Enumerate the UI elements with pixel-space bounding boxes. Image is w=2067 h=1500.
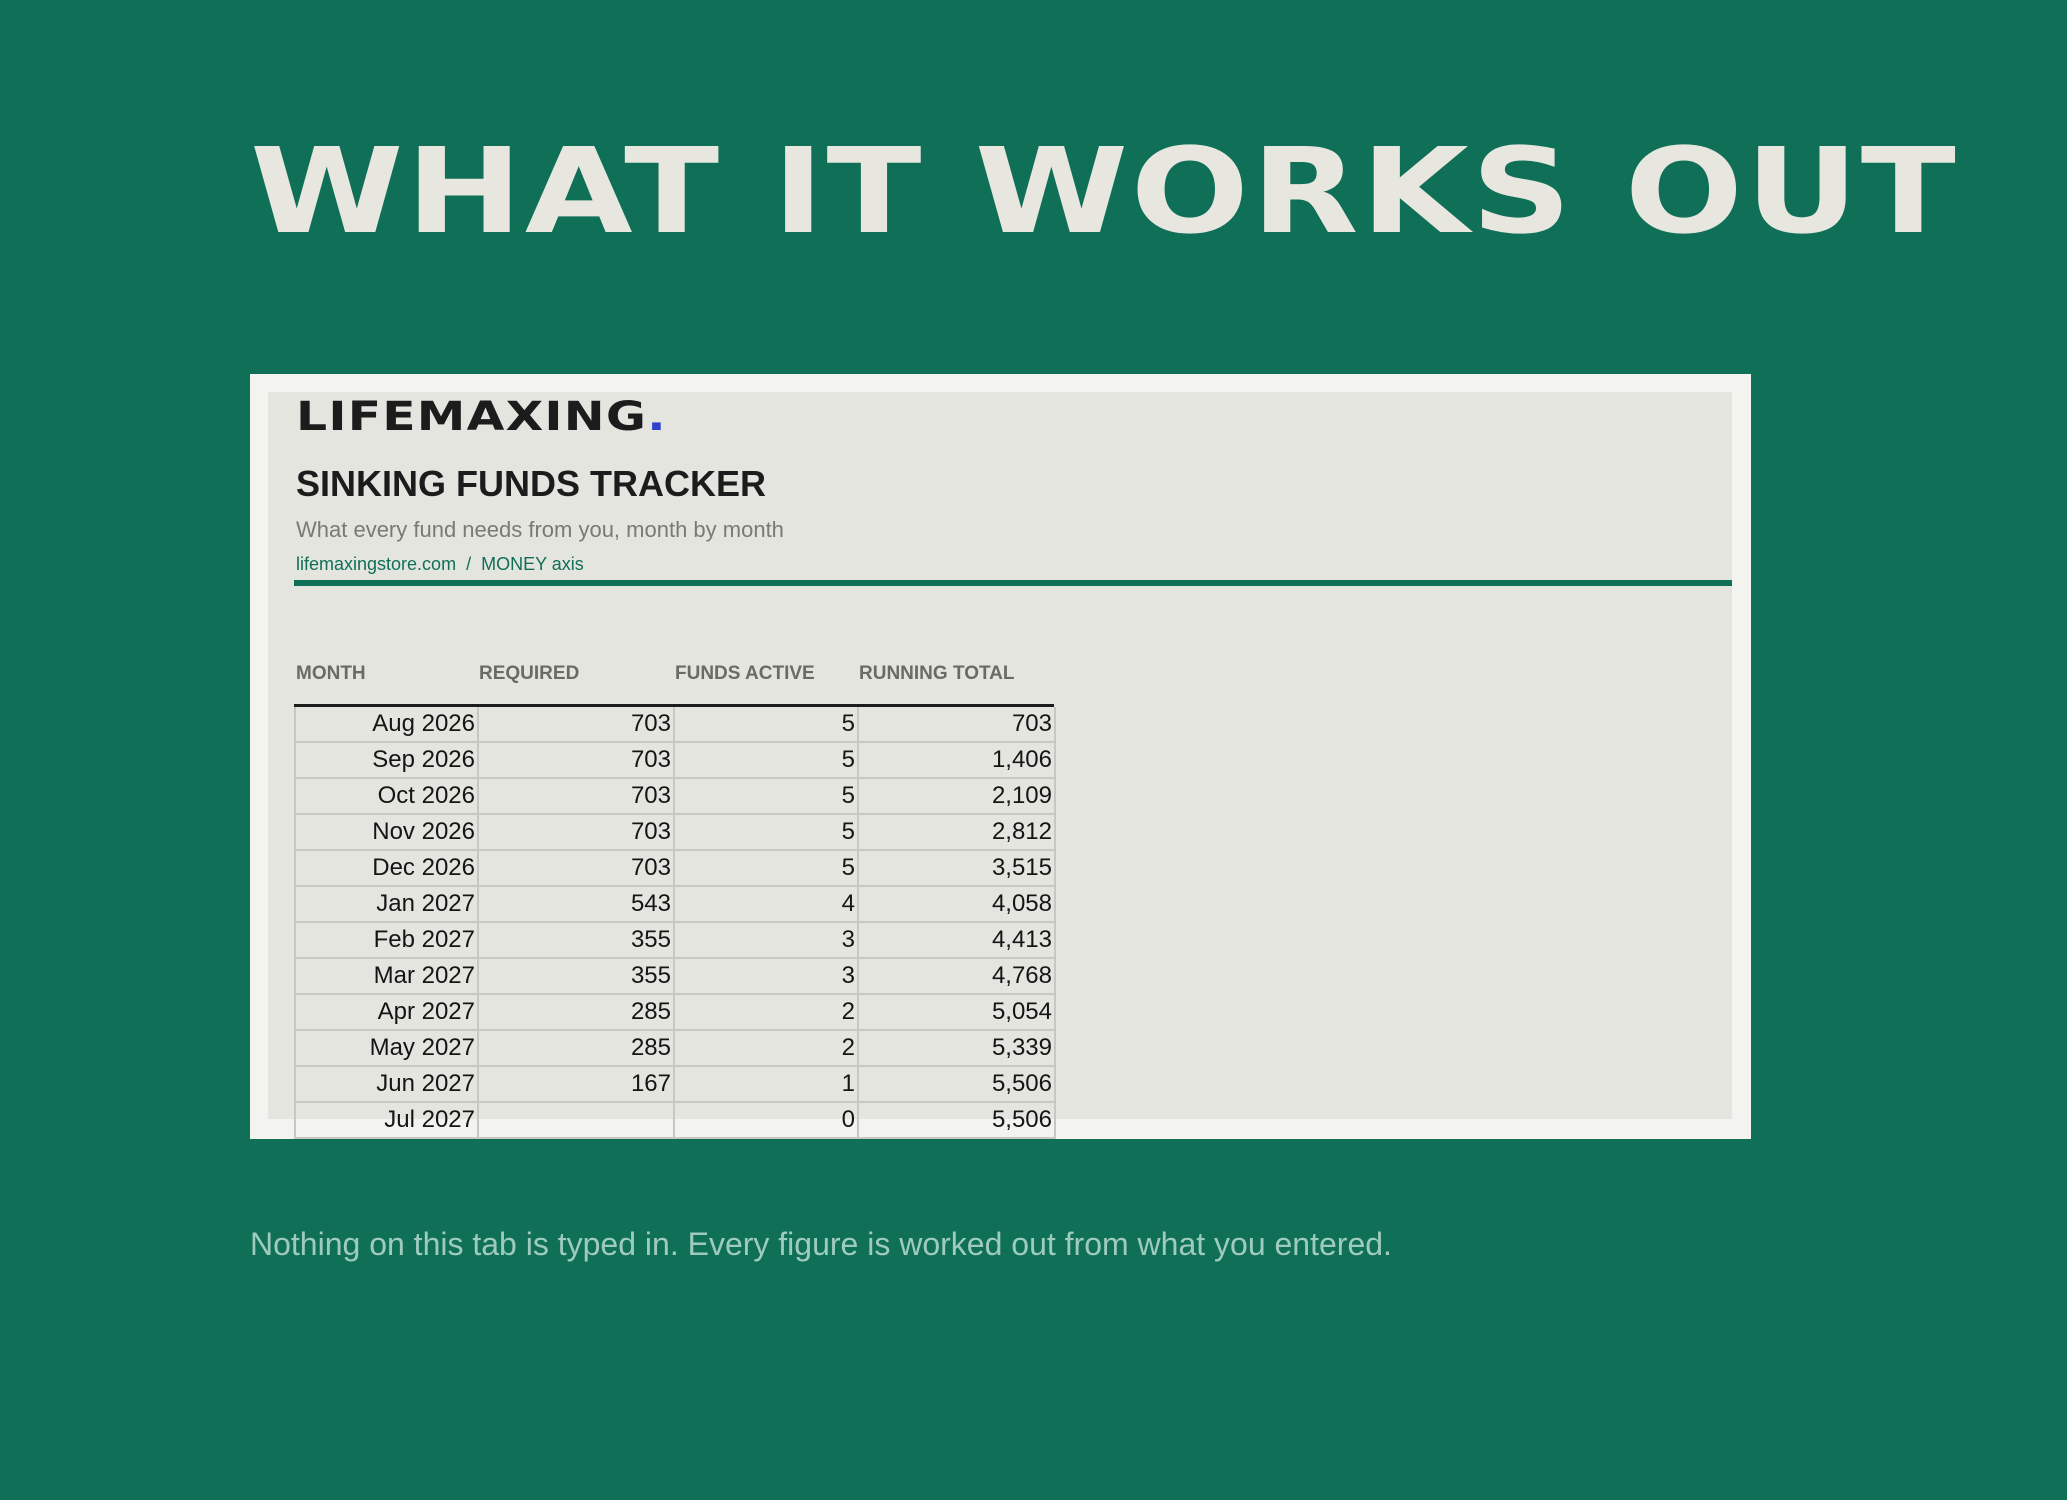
required-cell[interactable]: 355	[478, 922, 674, 958]
required-cell[interactable]: 703	[478, 850, 674, 886]
month-cell[interactable]: Jan 2027	[295, 886, 478, 922]
breadcrumb-site: lifemaxingstore.com	[296, 554, 457, 574]
table-row	[295, 958, 1055, 994]
table-row	[295, 850, 1055, 886]
footnote: Nothing on this tab is typed in. Every figure is worked out from what you entered.	[250, 1226, 1392, 1262]
schedule-grid	[294, 707, 1056, 1139]
table-row	[295, 1030, 1055, 1066]
funds-active-cell[interactable]: 5	[674, 814, 858, 850]
table-row	[295, 778, 1055, 814]
tracker-subtitle: What every fund needs from you, month by month	[296, 517, 784, 542]
table-row	[295, 994, 1055, 1030]
table-row	[295, 1066, 1055, 1102]
table-row	[295, 1102, 1055, 1138]
funds-active-cell[interactable]: 3	[674, 922, 858, 958]
month-cell[interactable]: May 2027	[295, 1030, 478, 1066]
tracker-title: SINKING FUNDS TRACKER	[296, 463, 767, 504]
spreadsheet-sheet	[268, 392, 1732, 1133]
required-cell[interactable]: 703	[478, 814, 674, 850]
funds-active-cell[interactable]: 0	[674, 1102, 858, 1138]
table-row	[295, 707, 1055, 742]
column-header-month: MONTH	[296, 663, 366, 684]
month-cell[interactable]: Feb 2027	[295, 922, 478, 958]
required-cell[interactable]: 543	[478, 886, 674, 922]
brand-logo-dot: .	[647, 394, 667, 440]
month-cell[interactable]: Dec 2026	[295, 850, 478, 886]
running-total-cell[interactable]: 703	[858, 707, 1055, 742]
breadcrumb-section: MONEY axis	[481, 554, 584, 574]
required-cell[interactable]: 703	[478, 707, 674, 742]
column-header-required: REQUIRED	[479, 663, 580, 684]
brand-logo-text: LIFEMAXING	[296, 394, 648, 440]
funds-active-cell[interactable]: 5	[674, 778, 858, 814]
running-total-cell[interactable]: 2,812	[858, 814, 1055, 850]
table-body	[295, 707, 1055, 1138]
running-total-cell[interactable]: 2,109	[858, 778, 1055, 814]
month-cell[interactable]: Sep 2026	[295, 742, 478, 778]
table-row	[295, 922, 1055, 958]
required-cell[interactable]: 285	[478, 1030, 674, 1066]
column-header-running-total: RUNNING TOTAL	[859, 663, 1015, 684]
required-cell[interactable]: 703	[478, 742, 674, 778]
month-cell[interactable]: Jun 2027	[295, 1066, 478, 1102]
column-header-funds-active: FUNDS ACTIVE	[675, 663, 815, 684]
brand-logo	[296, 392, 667, 442]
required-cell[interactable]	[478, 1102, 674, 1138]
table-row	[295, 742, 1055, 778]
breadcrumb	[296, 553, 584, 575]
breadcrumb-separator: /	[466, 554, 472, 574]
required-cell[interactable]: 285	[478, 994, 674, 1030]
table-header	[294, 662, 1054, 702]
table-row	[295, 886, 1055, 922]
running-total-cell[interactable]: 5,339	[858, 1030, 1055, 1066]
month-cell[interactable]: Oct 2026	[295, 778, 478, 814]
page-headline: WHAT IT WORKS OUT	[250, 122, 1959, 260]
month-cell[interactable]: Jul 2027	[295, 1102, 478, 1138]
month-cell[interactable]: Apr 2027	[295, 994, 478, 1030]
running-total-cell[interactable]: 5,054	[858, 994, 1055, 1030]
running-total-cell[interactable]: 5,506	[858, 1066, 1055, 1102]
funds-active-cell[interactable]: 5	[674, 850, 858, 886]
spreadsheet-screenshot-frame	[250, 374, 1751, 1139]
required-cell[interactable]: 355	[478, 958, 674, 994]
header-divider	[294, 580, 1732, 586]
funds-active-cell[interactable]: 2	[674, 994, 858, 1030]
month-cell[interactable]: Nov 2026	[295, 814, 478, 850]
required-cell[interactable]: 167	[478, 1066, 674, 1102]
running-total-cell[interactable]: 4,768	[858, 958, 1055, 994]
funds-active-cell[interactable]: 1	[674, 1066, 858, 1102]
funds-active-cell[interactable]: 2	[674, 1030, 858, 1066]
table-row	[295, 814, 1055, 850]
running-total-cell[interactable]: 4,413	[858, 922, 1055, 958]
required-cell[interactable]: 703	[478, 778, 674, 814]
month-cell[interactable]: Aug 2026	[295, 707, 478, 742]
running-total-cell[interactable]: 4,058	[858, 886, 1055, 922]
month-cell[interactable]: Mar 2027	[295, 958, 478, 994]
running-total-cell[interactable]: 3,515	[858, 850, 1055, 886]
funds-active-cell[interactable]: 5	[674, 707, 858, 742]
funds-active-cell[interactable]: 5	[674, 742, 858, 778]
running-total-cell[interactable]: 5,506	[858, 1102, 1055, 1138]
funds-active-cell[interactable]: 3	[674, 958, 858, 994]
funds-schedule-table	[294, 662, 1054, 1139]
running-total-cell[interactable]: 1,406	[858, 742, 1055, 778]
table-header-rule	[294, 704, 1054, 707]
funds-active-cell[interactable]: 4	[674, 886, 858, 922]
